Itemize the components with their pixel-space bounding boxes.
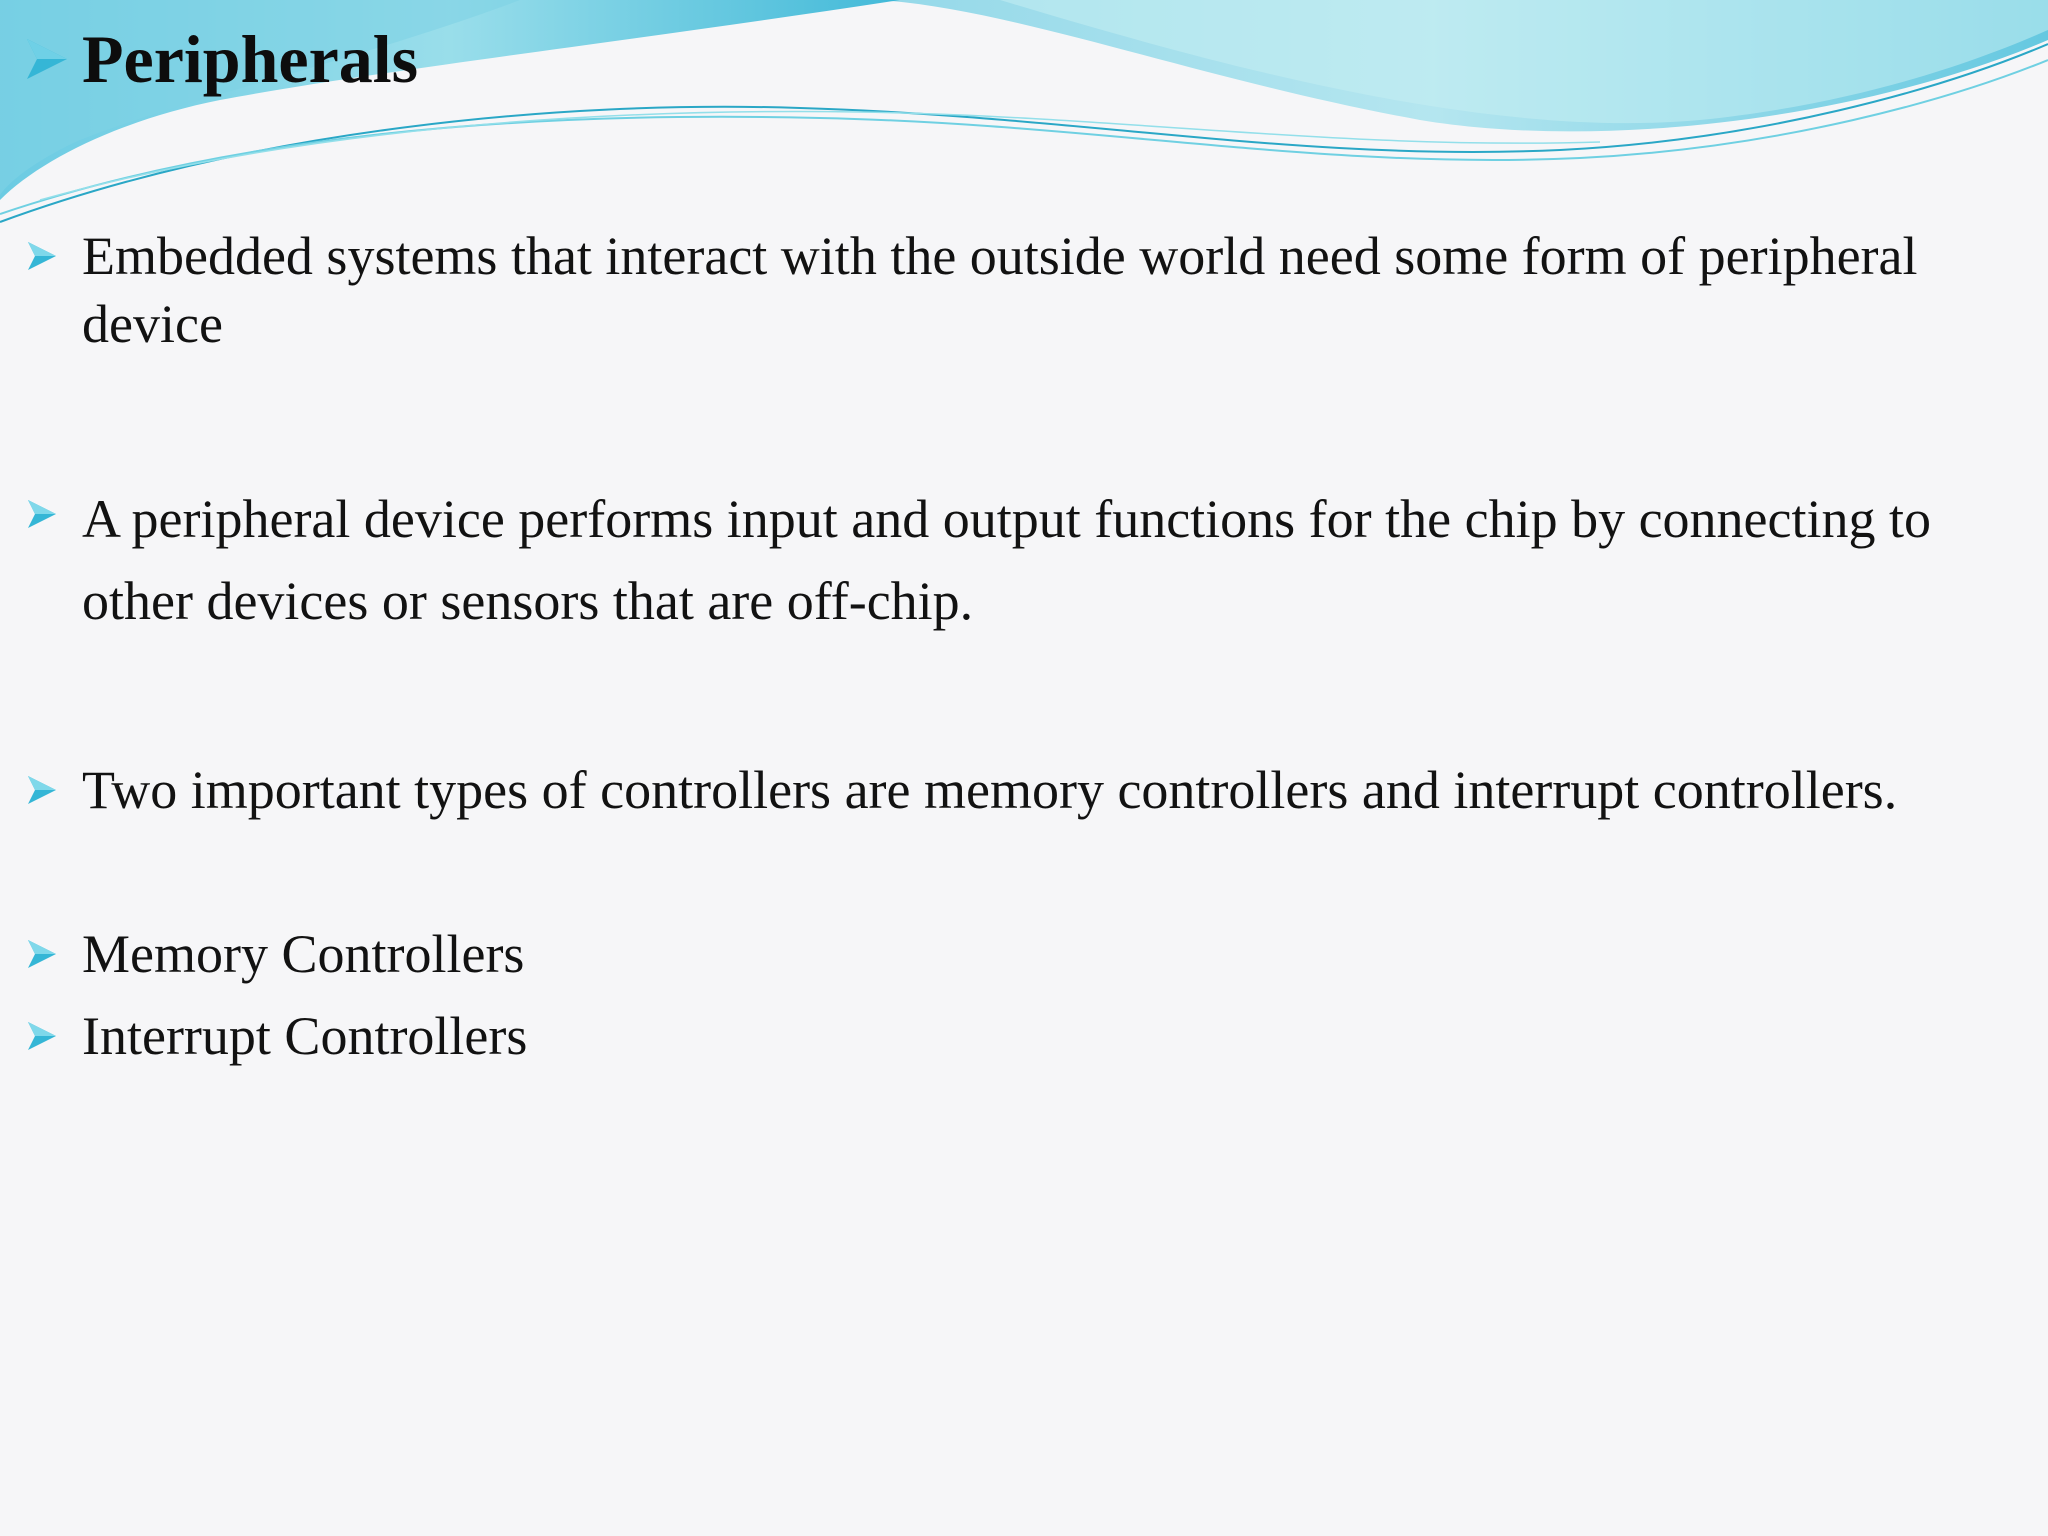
arrowhead-bullet-icon [22, 34, 72, 84]
title-row [22, 14, 418, 104]
slide-title: Peripherals [82, 21, 419, 97]
arrowhead-bullet-icon [22, 770, 62, 810]
bullet-text: Memory Controllers [82, 924, 525, 984]
bullet-text: Embedded systems that interact with the outside world need some form of peripheral device [82, 226, 1918, 354]
arrowhead-bullet-icon [22, 934, 62, 974]
bullet-text: Interrupt Controllers [82, 1006, 528, 1066]
bullet-text: A peripheral device performs input and output functions for the chip by connecting to other devices or sensors that are off-chip. [82, 489, 1931, 631]
bullet-text: Two important types of controllers are memory controllers and interrupt controllers. [82, 760, 1898, 820]
arrowhead-bullet-icon [22, 1016, 62, 1056]
arrowhead-bullet-icon [22, 236, 62, 276]
arrowhead-bullet-icon [22, 494, 62, 534]
